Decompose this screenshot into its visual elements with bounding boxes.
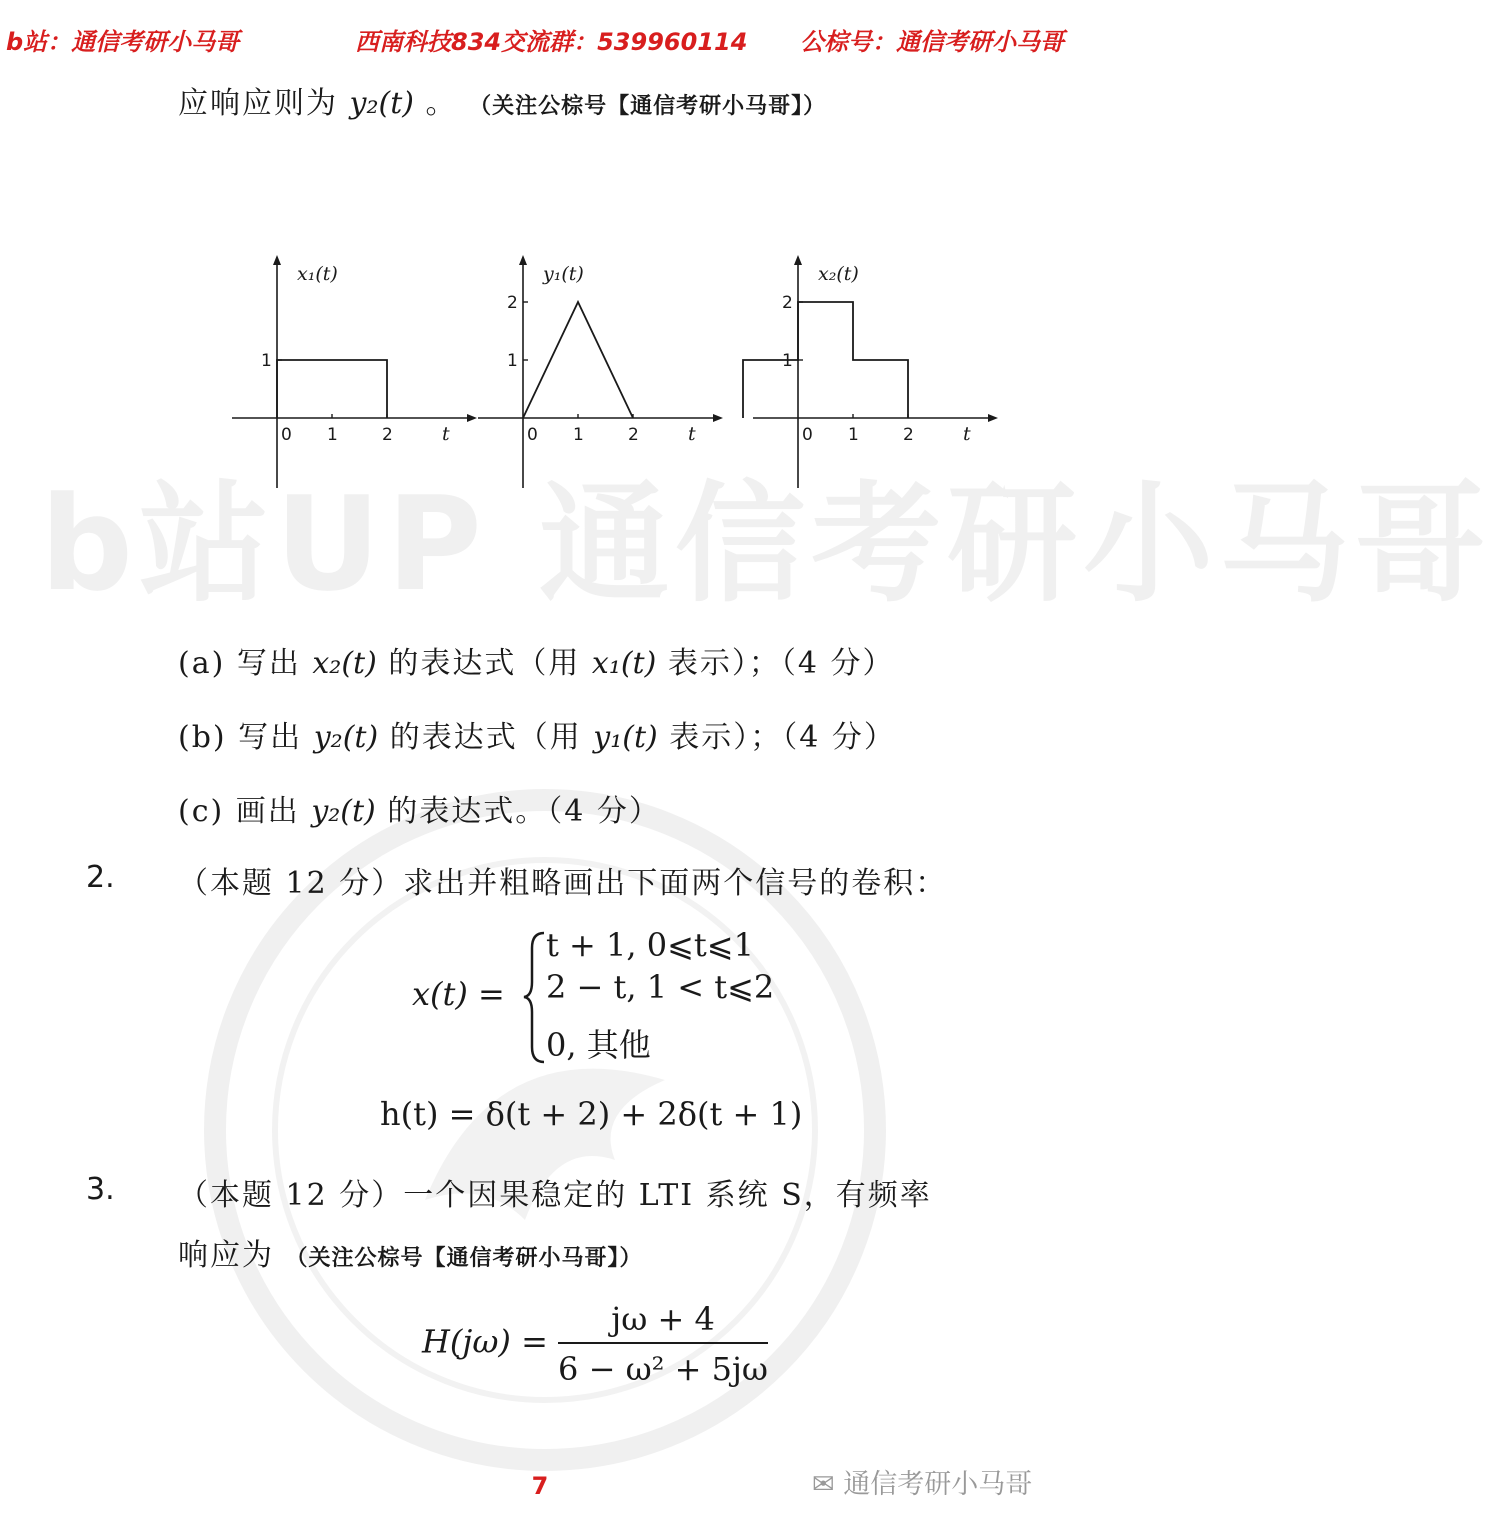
subquestion-b [178, 712, 896, 756]
q3-fraction [558, 1300, 768, 1388]
subq-text: 表示）；（4 分） [669, 720, 896, 755]
subq-text: 表示）；（4 分） [667, 646, 895, 681]
x1-x-tick-label: 1 [327, 425, 338, 445]
y1-x-tick-label: 2 [628, 425, 639, 445]
subq-label: (b) [178, 720, 227, 755]
header-bilibili: b站：通信考研小马哥 [6, 28, 240, 56]
subq-math: x₂(t) [312, 646, 377, 681]
q2-x-lhs-text: x(t) = [412, 975, 505, 1013]
q3-H-lhs: H(jω) = [422, 1322, 548, 1361]
intro-suffix: 。 [425, 86, 458, 121]
subquestion-a [178, 638, 895, 682]
signal-plots [225, 250, 985, 504]
intro-line [178, 78, 826, 122]
subq-label: (c) [178, 794, 225, 829]
y1-y-tick-label: 1 [507, 351, 518, 371]
subq-math: y₂(t) [311, 794, 376, 829]
page-number: 7 [531, 1472, 549, 1500]
subq-text: 写出 [238, 720, 303, 755]
header-group: 西南科技834交流群：539960114 [355, 28, 748, 56]
x2-y-tick-label: 2 [782, 293, 793, 313]
plots-svg [225, 250, 985, 500]
x2-x-label: t [963, 423, 971, 445]
x1-y-arrow [273, 255, 281, 265]
q2-h-equation: h(t) = δ(t + 2) + 2δ(t + 1) [380, 1095, 803, 1133]
y1-x-tick-label: 1 [573, 425, 584, 445]
x1-x-tick-label: 2 [382, 425, 393, 445]
wechat-watermark [812, 1462, 1032, 1501]
subq-text: 画出 [235, 794, 300, 829]
y1-signal-line [523, 302, 633, 418]
subq-text: 的表达式（用 [389, 720, 582, 755]
x2-signal-line [743, 302, 908, 418]
subq-math: y₂(t) [313, 720, 379, 755]
x1-y-tick-label: 1 [261, 351, 272, 371]
x1-x-arrow [467, 414, 477, 422]
q2-x-lhs [412, 975, 505, 1013]
header-account: 公棕号：通信考研小马哥 [800, 28, 1064, 56]
intro-prefix: 应响应则为 [178, 86, 338, 121]
q3-line2-prefix: 响应为 [178, 1238, 274, 1273]
intro-math: y₂(t) [349, 86, 414, 121]
q3-line-1: （本题 12 分）一个因果稳定的 LTI 系统 S，有频率 [178, 1178, 932, 1213]
subq-math: y₁(t) [593, 720, 658, 755]
y1-y-tick-label: 2 [507, 293, 518, 313]
x2-x-tick-label: 2 [903, 425, 914, 445]
q3-H-denominator: 6 − ω² + 5jω [558, 1350, 769, 1388]
x2-y-arrow [794, 255, 802, 265]
x2-y-label: x₂(t) [818, 263, 859, 285]
q2-case-3: 0, 其他 [546, 1026, 651, 1064]
wechat-icon: ✉ [812, 1469, 844, 1500]
subq-text: 写出 [236, 646, 301, 681]
subq-text: 的表达式。（4 分） [387, 794, 661, 829]
wechat-name: 通信考研小马哥 [843, 1469, 1033, 1500]
x1-x-label: t [442, 423, 450, 445]
subq-text: 的表达式（用 [388, 646, 581, 681]
y1-x-arrow [713, 414, 723, 422]
x1-signal-line [277, 360, 387, 418]
y1-y-arrow [519, 255, 527, 265]
x2-x-tick-label: 1 [848, 425, 859, 445]
q2-case-2: 2 − t, 1 < t⩽2 [546, 968, 775, 1006]
q2-number: 2. [86, 860, 115, 895]
subq-label: (a) [178, 646, 226, 681]
x2-x-arrow [988, 414, 998, 422]
y1-x-tick-label: 0 [527, 425, 538, 445]
y1-x-label: t [688, 423, 696, 445]
subq-math: x₁(t) [591, 646, 657, 681]
q3-number: 3. [86, 1172, 115, 1207]
x1-x-tick-label: 0 [281, 425, 292, 445]
x2-x-tick-label: 0 [802, 425, 813, 445]
y1-y-label: y₁(t) [543, 263, 584, 285]
q3-H-numerator: jω + 4 [558, 1300, 768, 1344]
q3-H-equation [422, 1300, 768, 1388]
q3-line2-note: （关注公棕号【通信考研小马哥】） [285, 1245, 643, 1271]
x2-y-tick-label: 1 [782, 351, 793, 371]
page-header [0, 22, 1080, 62]
q2-case-1: t + 1, 0⩽t⩽1 [546, 926, 754, 964]
intro-note: （关注公棕号【通信考研小马哥】） [469, 93, 827, 119]
watermark-text: b站UP 通信考研小马哥 [40, 468, 1491, 620]
subquestion-c [178, 786, 661, 830]
q3-line-2 [178, 1230, 643, 1274]
q2-text: （本题 12 分）求出并粗略画出下面两个信号的卷积： [178, 866, 948, 901]
x1-y-label: x₁(t) [297, 263, 338, 285]
left-brace-icon [522, 930, 548, 1065]
